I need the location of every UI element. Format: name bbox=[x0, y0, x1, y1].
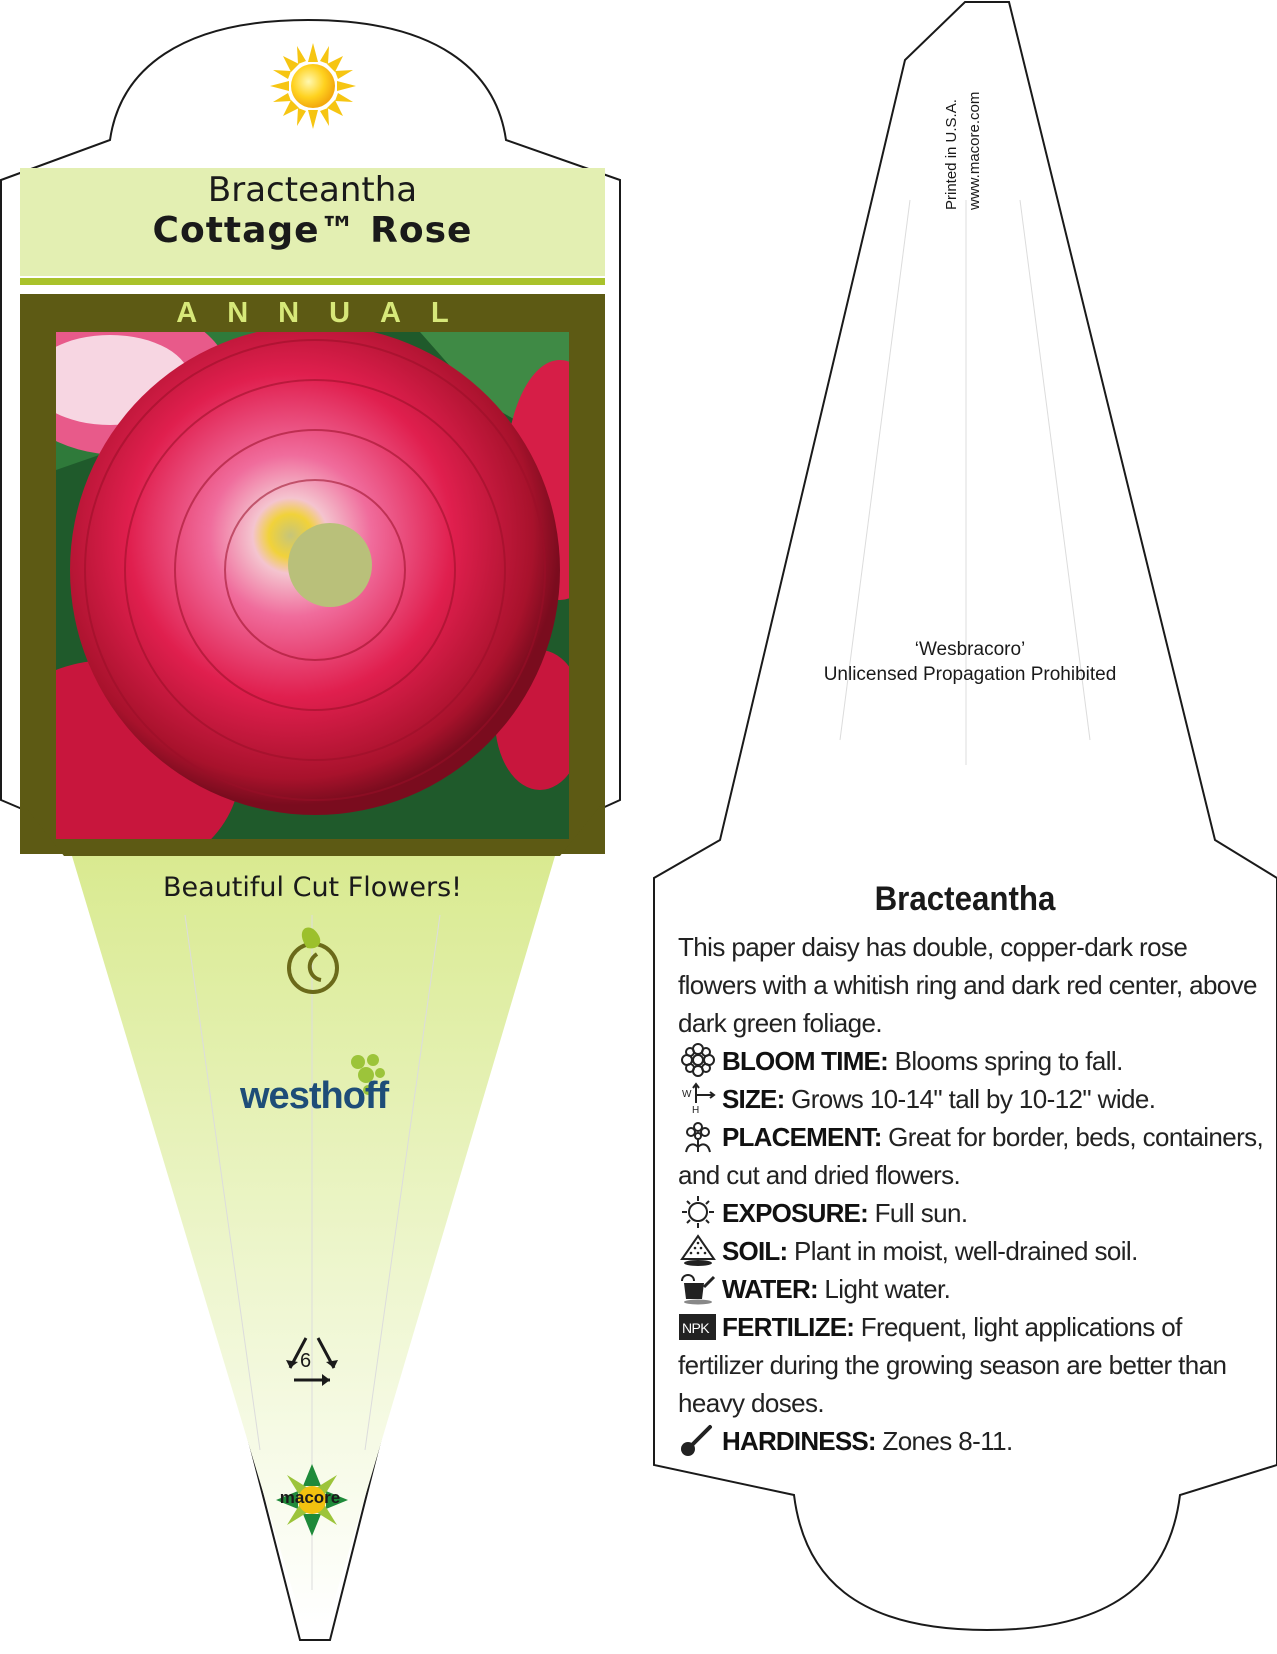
front-tagline: Beautiful Cut Flowers! bbox=[163, 872, 462, 903]
back-heading: Bracteantha bbox=[874, 880, 1056, 918]
attribute-bloom-time bbox=[678, 1042, 1268, 1080]
watering-can-icon bbox=[678, 1271, 718, 1305]
attribute-label: BLOOM TIME: bbox=[722, 1046, 888, 1076]
attribute-label: HARDINESS: bbox=[722, 1426, 876, 1456]
svg-text:W: W bbox=[682, 1089, 691, 1100]
soil-icon bbox=[678, 1233, 718, 1267]
npk-icon bbox=[678, 1309, 718, 1343]
attribute-text: Plant in moist, well-drained soil. bbox=[787, 1236, 1138, 1266]
attribute-label: SIZE: bbox=[722, 1084, 785, 1114]
attribute-text: Blooms spring to fall. bbox=[887, 1046, 1123, 1076]
plant-variety-title: Cottage™ Rose bbox=[152, 210, 473, 251]
attribute-fertilize bbox=[678, 1308, 1268, 1422]
size-icon bbox=[678, 1081, 718, 1115]
plant-category-label: ANNUAL bbox=[176, 297, 479, 329]
exposure-sun-icon bbox=[678, 1195, 718, 1229]
care-instructions bbox=[678, 928, 1268, 1460]
attribute-label: EXPOSURE: bbox=[722, 1198, 868, 1228]
front-accent-line bbox=[20, 278, 605, 285]
flower-icon bbox=[678, 1043, 718, 1077]
attribute-exposure bbox=[678, 1194, 1268, 1232]
attribute-hardiness bbox=[678, 1422, 1268, 1460]
macore-logo-text: macore bbox=[279, 1488, 341, 1507]
placement-icon bbox=[678, 1119, 718, 1153]
propagation-notice: Unlicensed Propagation Prohibited bbox=[823, 664, 1117, 685]
attribute-label: PLACEMENT: bbox=[722, 1122, 882, 1152]
attribute-label: SOIL: bbox=[722, 1236, 788, 1266]
svg-text:H: H bbox=[692, 1105, 699, 1115]
attribute-size bbox=[678, 1080, 1268, 1118]
attribute-text: Grows 10-14" tall by 10-12" wide. bbox=[784, 1084, 1156, 1114]
attribute-text: Frequent, light applications of fertilizer during the growing season are better than heavy doses. bbox=[678, 1312, 1227, 1418]
flower-photo bbox=[0, 305, 615, 880]
attribute-text: Zones 8-11. bbox=[875, 1426, 1013, 1456]
thermometer-icon bbox=[678, 1423, 718, 1457]
printer-credit bbox=[940, 92, 986, 210]
attribute-water bbox=[678, 1270, 1268, 1308]
attribute-label: WATER: bbox=[722, 1274, 818, 1304]
printed-in-usa: Printed in U.S.A. bbox=[943, 99, 960, 210]
printer-website: www.macore.com bbox=[966, 91, 983, 210]
attribute-placement bbox=[678, 1118, 1268, 1194]
variety-name: ‘Wesbracoro’ bbox=[914, 639, 1026, 660]
westhoff-brand-logo: westhoff bbox=[240, 1075, 389, 1117]
svg-text:NPK: NPK bbox=[682, 1320, 709, 1336]
attribute-text: Light water. bbox=[817, 1274, 951, 1304]
variety-notice bbox=[760, 637, 1180, 687]
plant-description: This paper daisy has double, copper-dark rose flowers with a whitish ring and dark red center, above dark green foliage. bbox=[678, 932, 1257, 1038]
recycle-code: 6 bbox=[300, 1350, 312, 1372]
attribute-text: Full sun. bbox=[867, 1198, 968, 1228]
attribute-soil bbox=[678, 1232, 1268, 1270]
attribute-text: Great for border, beds, containers, and cut and dried flowers. bbox=[678, 1122, 1264, 1190]
plant-genus-title: Bracteantha bbox=[207, 170, 418, 210]
attribute-label: FERTILIZE: bbox=[722, 1312, 855, 1342]
